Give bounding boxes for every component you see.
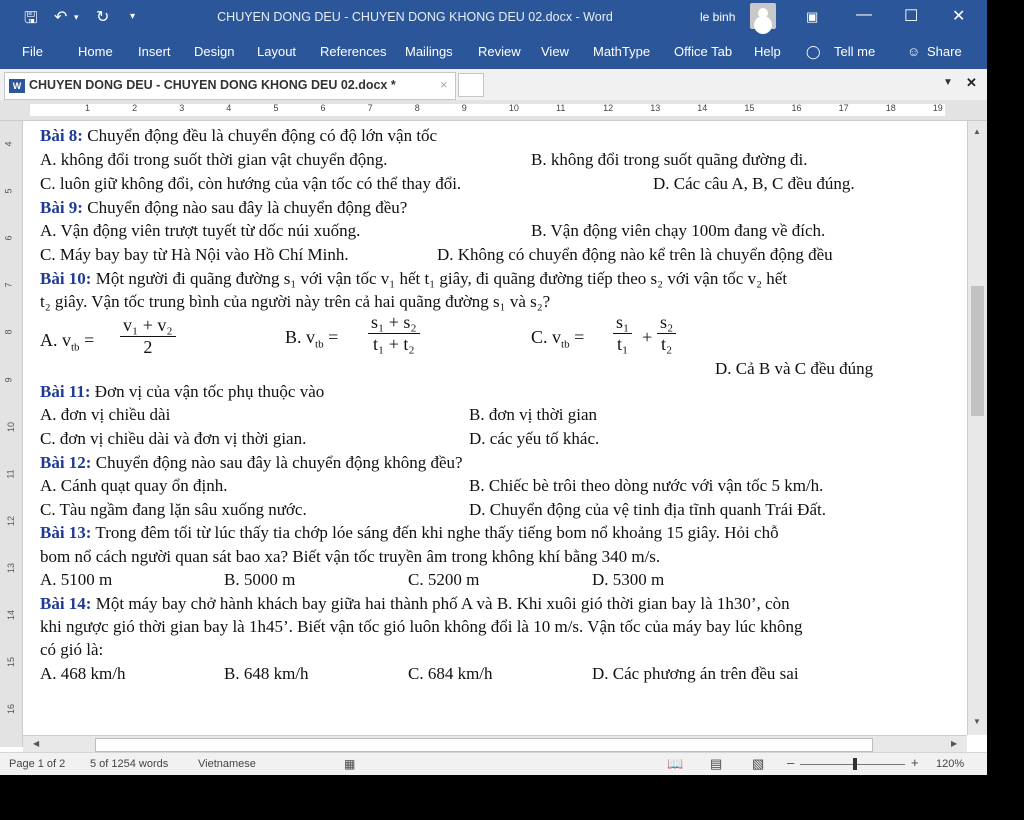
question-label: Bài 14:	[40, 594, 92, 613]
eq-subscript: tb	[561, 338, 570, 351]
eq-subscript: tb	[71, 341, 80, 354]
ruler-number: 14	[697, 103, 708, 113]
ruler-number: 5	[3, 188, 14, 194]
redo-icon[interactable]: ↻	[96, 9, 110, 26]
title-bar	[0, 0, 987, 36]
vertical-scroll-thumb[interactable]	[971, 286, 984, 416]
eq-prefix: C. v	[531, 327, 562, 347]
answer-14d: D. Các phương án trên đều sai	[592, 664, 799, 683]
ruler-number: 7	[3, 282, 14, 288]
answer-11c: C. đơn vị chiều dài và đơn vị thời gian.	[40, 429, 307, 448]
ruler-number: 16	[791, 103, 802, 113]
ruler-number: 12	[6, 515, 17, 526]
tab-help[interactable]: Help	[754, 44, 781, 59]
tab-mathtype[interactable]: MathType	[593, 44, 651, 59]
ruler-number: 11	[556, 103, 566, 113]
horizontal-scrollbar[interactable]	[23, 735, 967, 753]
tab-design[interactable]: Design	[194, 44, 235, 59]
tab-view[interactable]: View	[541, 44, 569, 59]
question-10-cont: t₂ giây. Vận tốc trung bình của người này trên cả hai quãng đường s₁ và s₂?	[40, 292, 551, 311]
eq-prefix: A. v	[40, 330, 71, 350]
horizontal-ruler[interactable]	[0, 100, 987, 121]
answer-10b-label: B. $v_{tb}$ =	[285, 327, 339, 351]
share-button[interactable]: Share	[927, 44, 962, 59]
numerator: s₁	[613, 312, 632, 334]
ruler-number: 8	[3, 329, 14, 335]
denominator: 2	[143, 337, 153, 357]
document-tab-bar	[0, 69, 987, 101]
eq-subscript: tb	[315, 338, 324, 351]
answer-9d: D. Không có chuyển động nào kể trên là chuyển động đều	[437, 245, 833, 264]
tab-mailings[interactable]: Mailings	[405, 44, 453, 59]
tab-review[interactable]: Review	[478, 44, 521, 59]
answer-13d: D. 5300 m	[592, 570, 665, 589]
ruler-text-area	[30, 104, 945, 116]
question-text: Chuyển động nào sau đây là chuyển động không đều?	[91, 453, 463, 472]
save-icon[interactable]: 🖫	[24, 10, 38, 27]
answer-14a: A. 468 km/h	[40, 664, 126, 683]
question-label: Bài 9:	[40, 198, 83, 217]
tab-file[interactable]: File	[22, 44, 43, 59]
answer-10c-fraction2	[657, 312, 676, 355]
ribbon-tabs	[0, 36, 987, 69]
status-bar	[0, 752, 987, 775]
answer-13a: A. 5100 m	[40, 570, 113, 589]
ruler-number: 5	[273, 103, 279, 113]
answer-10c-label: C. $v_{tb}$ =	[531, 327, 585, 351]
ribbon-display-icon[interactable]: ▣	[806, 9, 819, 24]
answer-9c: C. Máy bay bay từ Hà Nội vào Hồ Chí Minh.	[40, 245, 349, 264]
document-tab-title: CHUYEN DONG DEU - CHUYEN DONG KHONG DEU 02.docx *	[29, 78, 396, 92]
ruler-number: 16	[6, 704, 17, 715]
denominator: t₁ + t₂	[373, 334, 415, 354]
tab-office-tab[interactable]: Office Tab	[674, 44, 733, 59]
tab-references[interactable]: References	[320, 44, 387, 59]
answer-10a-label: A. $v_{tb}$ =	[40, 330, 95, 354]
answer-12a: A. Cánh quạt quay ổn định.	[40, 476, 228, 495]
tell-me-search[interactable]: Tell me	[834, 44, 876, 59]
window-title: CHUYEN DONG DEU - CHUYEN DONG KHONG DEU 02.docx - Word	[217, 10, 613, 24]
answer-8b: B. không đổi trong suốt quãng đường đi.	[531, 150, 808, 169]
word-count[interactable]: 5 of 1254 words	[90, 758, 169, 770]
person-icon: ☺	[907, 44, 921, 59]
vertical-scrollbar[interactable]	[967, 121, 987, 735]
answer-11b: B. đơn vị thời gian	[469, 405, 598, 424]
ruler-number: 10	[508, 103, 519, 113]
question-13	[40, 523, 779, 543]
lightbulb-icon: ◯	[806, 44, 821, 59]
ruler-number: 14	[6, 609, 17, 621]
question-label: Bài 8:	[40, 126, 83, 145]
ruler-number: 3	[179, 103, 185, 113]
ruler-number: 7	[367, 103, 373, 113]
question-text: Một máy bay chở hành khách bay giữa hai thành phố A và B. Khi xuôi gió thời gian bay là 1h30’, còn	[91, 594, 790, 613]
question-11	[40, 382, 324, 402]
ruler-number: 15	[744, 103, 755, 113]
eq-prefix: B. v	[285, 327, 316, 347]
ruler-number: 4	[226, 103, 232, 113]
answer-10c-fraction1	[613, 312, 632, 355]
tab-insert[interactable]: Insert	[138, 44, 171, 59]
answer-14c: C. 684 km/h	[408, 664, 493, 683]
ruler-number: 11	[5, 469, 16, 479]
question-text: Chuyển động nào sau đây là chuyển động đều?	[82, 198, 408, 217]
ruler-number: 12	[603, 103, 614, 113]
answer-9b: B. Vận động viên chạy 100m đang về đích.	[531, 221, 826, 240]
page-count[interactable]: Page 1 of 2	[9, 758, 66, 770]
zoom-out-icon[interactable]: –	[787, 755, 795, 770]
tab-list-dropdown-icon[interactable]: ▼	[943, 77, 953, 88]
plus-sign: +	[642, 327, 653, 347]
numerator: s₁ + s₂	[368, 312, 420, 334]
answer-11d: D. các yếu tố khác.	[469, 429, 600, 448]
ruler-number: 13	[650, 103, 661, 113]
ruler-number: 9	[461, 103, 467, 113]
document-page[interactable]	[23, 121, 967, 735]
zoom-slider-thumb[interactable]	[853, 758, 857, 770]
question-text: Chuyển động đều là chuyển động có độ lớn vận tốc	[82, 126, 438, 145]
scroll-left-icon[interactable]: ◀	[33, 739, 40, 748]
answer-11a: A. đơn vị chiều dài	[40, 405, 171, 424]
answer-12d: D. Chuyển động của vệ tinh địa tĩnh quanh Trái Đất.	[469, 500, 826, 519]
answer-12b: B. Chiếc bè trôi theo dòng nước với vận tốc 5 km/h.	[469, 476, 824, 495]
question-14-cont: khi ngược gió thời gian bay là 1h45’. Biết vận tốc gió luôn không đổi là 10 m/s. Vận tốc của máy bay lúc không	[40, 617, 803, 636]
ruler-number: 18	[885, 103, 896, 113]
numerator: v₁ + v₂	[120, 315, 176, 337]
ruler-number: 6	[3, 235, 14, 241]
numerator: s₂	[657, 312, 676, 334]
ruler-number: 17	[838, 103, 849, 113]
answer-12c: C. Tàu ngầm đang lặn sâu xuống nước.	[40, 500, 307, 519]
undo-dropdown-icon[interactable]: ▾	[74, 12, 79, 22]
scroll-down-icon[interactable]: ▼	[973, 717, 981, 726]
answer-13b: B. 5000 m	[224, 570, 296, 589]
scroll-right-icon[interactable]: ▶	[951, 739, 958, 748]
language[interactable]: Vietnamese	[198, 758, 256, 770]
question-10	[40, 269, 787, 289]
new-tab-button[interactable]	[458, 73, 484, 97]
customize-qat-icon[interactable]: ▾	[130, 11, 136, 22]
word-doc-icon: W	[9, 79, 25, 93]
minimize-icon[interactable]: —	[856, 6, 872, 23]
ruler-number: 9	[3, 376, 14, 383]
zoom-level[interactable]: 120%	[936, 758, 965, 770]
read-mode-icon[interactable]: 📖	[667, 756, 684, 771]
ruler-number: 1	[85, 103, 91, 113]
horizontal-scroll-thumb[interactable]	[95, 738, 873, 752]
macro-record-icon[interactable]: ▦	[344, 757, 356, 771]
question-label: Bài 12:	[40, 453, 92, 472]
ruler-number: 6	[320, 103, 326, 113]
question-14	[40, 594, 790, 614]
answer-8d: D. Các câu A, B, C đều đúng.	[653, 174, 855, 193]
maximize-icon[interactable]: ☐	[904, 8, 919, 25]
question-9	[40, 198, 407, 218]
question-8	[40, 126, 437, 146]
document-tab[interactable]	[4, 72, 456, 100]
web-layout-icon[interactable]: ▧	[752, 756, 765, 771]
vertical-ruler[interactable]	[0, 121, 23, 747]
undo-icon[interactable]: ↶	[54, 9, 68, 26]
close-icon[interactable]: ✕	[952, 8, 966, 25]
denominator: t₂	[661, 334, 673, 354]
print-layout-icon[interactable]: ▤	[710, 756, 723, 771]
question-12	[40, 453, 463, 473]
ruler-number: 2	[132, 103, 138, 113]
scroll-up-icon[interactable]: ▲	[973, 127, 981, 136]
ruler-number: 19	[932, 103, 943, 113]
ruler-number: 8	[414, 103, 420, 113]
denominator: t₁	[617, 334, 629, 354]
answer-8a: A. không đổi trong suốt thời gian vật chuyển động.	[40, 150, 388, 169]
ruler-number: 15	[6, 657, 17, 668]
question-text: Trong đêm tối từ lúc thấy tia chớp lóe sáng đến khi nghe thấy tiếng bom nổ khoảng 15 giây. Hỏi chỗ	[91, 523, 779, 542]
question-text: Một người đi quãng đường s₁ với vận tốc v₁ hết t₁ giây, đi quãng đường tiếp theo s₂ với vận tốc v₂ hết	[91, 269, 788, 288]
close-document-icon[interactable]: ✕	[966, 75, 977, 90]
tab-close-icon[interactable]: ×	[440, 77, 448, 92]
answer-9a: A. Vận động viên trượt tuyết từ dốc núi xuống.	[40, 221, 361, 240]
answer-10a-fraction	[120, 315, 176, 358]
question-14-cont2: có gió là:	[40, 640, 104, 659]
question-13-cont: bom nổ cách người quan sát bao xa? Biết vận tốc truyền âm trong không khí bằng 340 m/s.	[40, 547, 661, 566]
avatar[interactable]	[750, 3, 776, 29]
answer-10b-fraction	[368, 312, 420, 355]
tab-layout[interactable]: Layout	[257, 44, 297, 59]
question-label: Bài 10:	[40, 269, 92, 288]
answer-10d: D. Cả B và C đều đúng	[715, 359, 874, 378]
answer-8c: C. luôn giữ không đổi, còn hướng của vận tốc có thể thay đổi.	[40, 174, 462, 193]
question-text: Đơn vị của vận tốc phụ thuộc vào	[90, 382, 325, 401]
tab-home[interactable]: Home	[78, 44, 113, 59]
answer-13c: C. 5200 m	[408, 570, 480, 589]
user-name[interactable]: le binh	[700, 10, 736, 24]
ruler-number: 10	[6, 421, 17, 432]
question-label: Bài 11:	[40, 382, 91, 401]
answer-14b: B. 648 km/h	[224, 664, 309, 683]
ruler-number: 4	[3, 141, 14, 147]
question-label: Bài 13:	[40, 523, 92, 542]
zoom-in-icon[interactable]: +	[911, 755, 919, 770]
ruler-number: 13	[6, 562, 17, 573]
